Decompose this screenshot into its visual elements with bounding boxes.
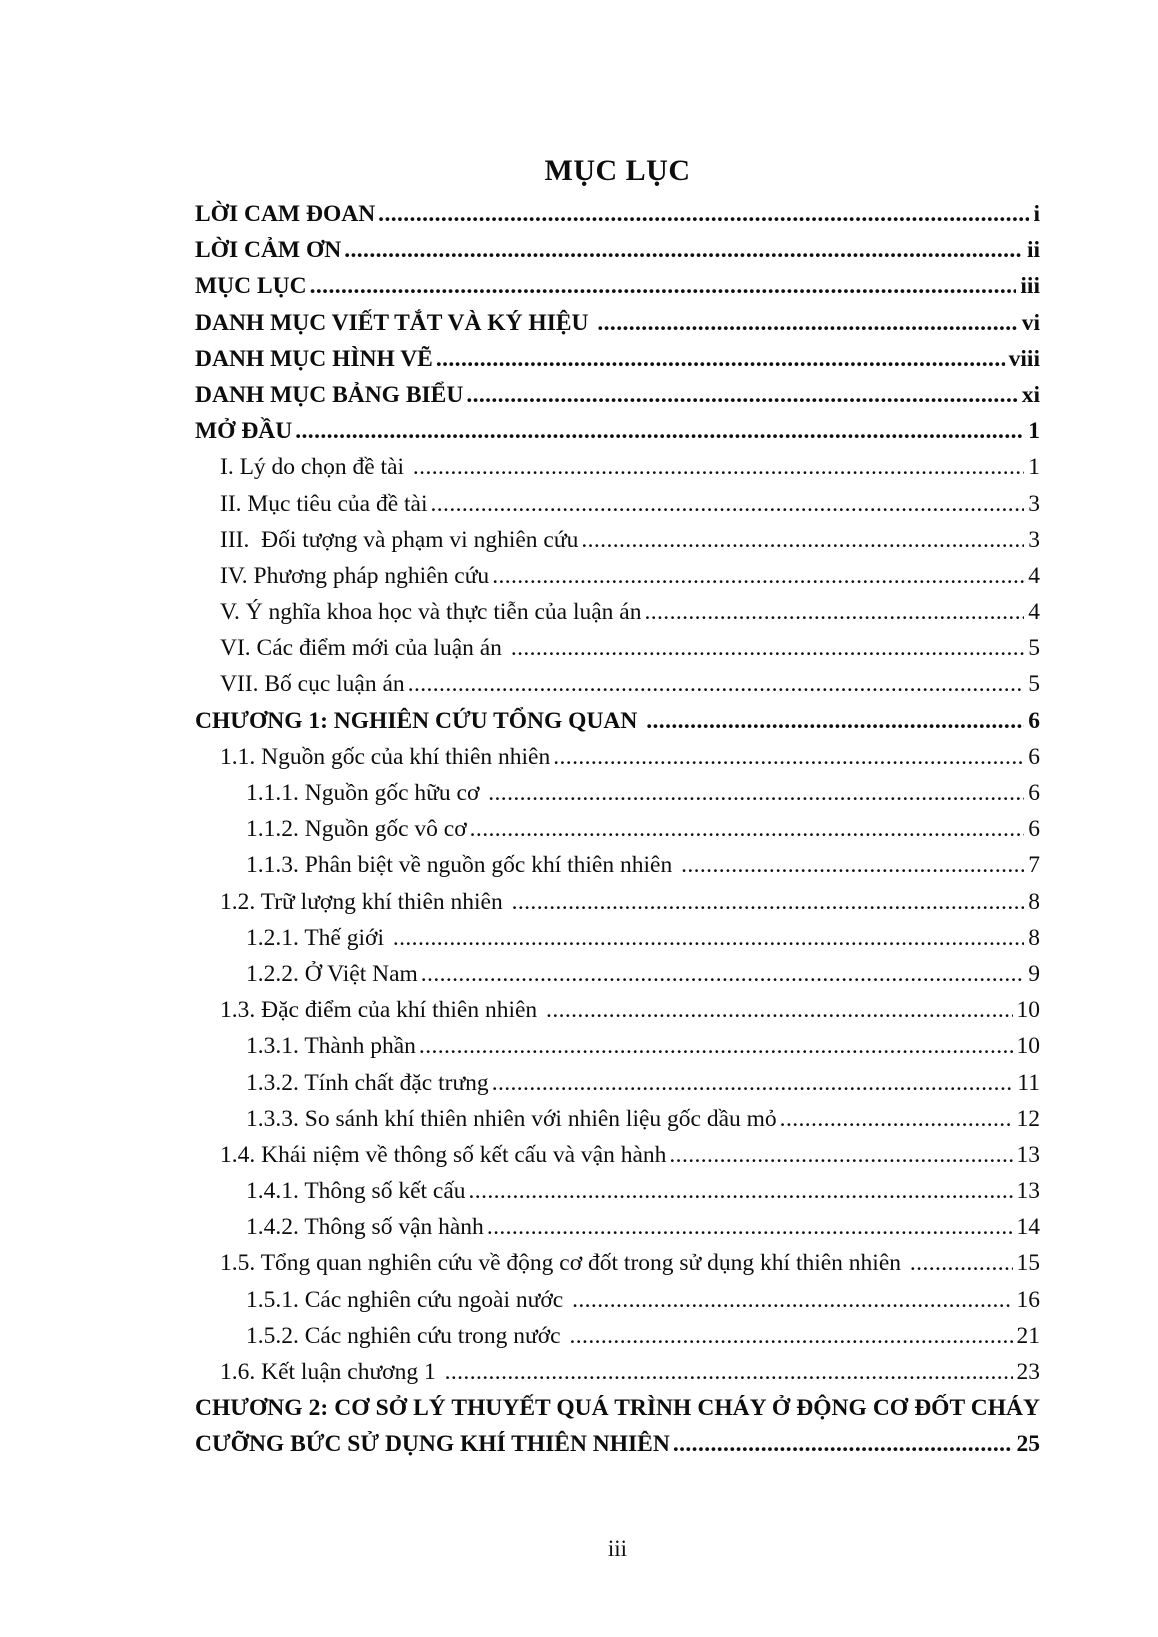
toc-entry-page: 4 <box>1028 599 1040 626</box>
toc-entry-label: 1.2.2. Ở Việt Nam <box>246 960 418 987</box>
toc-entry <box>195 1354 1040 1390</box>
toc-entry <box>195 1318 1040 1354</box>
toc-entry-page: 13 <box>1016 1178 1040 1205</box>
toc-dot-leader <box>431 486 1025 522</box>
toc-entry-label: 1.3. Đặc điểm của khí thiên nhiên <box>220 997 544 1024</box>
toc-entry-label: 1.3.1. Thành phần <box>246 1033 416 1060</box>
toc-entry-page: viii <box>1008 345 1040 372</box>
toc-dot-leader <box>511 630 1024 666</box>
toc-dot-leader <box>572 1282 1012 1318</box>
toc-entry-page: 15 <box>1016 1250 1040 1277</box>
toc-entry-page: 4 <box>1028 562 1040 589</box>
toc-entry-label: 1.2. Trữ lượng khí thiên nhiên <box>220 888 509 915</box>
toc-dot-leader <box>445 1354 1013 1390</box>
toc-dot-leader <box>344 232 1023 268</box>
toc-entry-label: DANH MỤC BẢNG BIỂU <box>195 381 464 408</box>
toc-entry-page: 25 <box>1016 1431 1040 1458</box>
toc-entry <box>195 775 1040 811</box>
toc-entry <box>195 1426 1040 1462</box>
page-title: MỤC LỤC <box>544 154 691 187</box>
toc-entry-label: LỜI CẢM ƠN <box>195 237 342 264</box>
toc-entry-label: 1.5. Tổng quan nghiên cứu về động cơ đốt trong sử dụng khí thiên nhiên <box>220 1250 907 1277</box>
toc-entry-label: V. Ý nghĩa khoa học và thực tiễn của luận án <box>220 599 642 626</box>
toc-entry-page: 11 <box>1017 1069 1040 1096</box>
toc-dot-leader <box>492 1065 1014 1101</box>
toc-entry-page: 5 <box>1028 671 1040 698</box>
toc-entry <box>195 666 1040 702</box>
toc-entry-label: II. Mục tiêu của đề tài <box>220 490 428 517</box>
toc-entry-page: 10 <box>1016 1033 1040 1060</box>
toc-entry-page: 10 <box>1016 997 1040 1024</box>
toc-entry-page: 16 <box>1016 1286 1040 1313</box>
toc-entry-page: 6 <box>1028 743 1040 770</box>
toc-dot-leader <box>408 666 1025 702</box>
toc-entry-label: 1.3.2. Tính chất đặc trưng <box>246 1069 489 1096</box>
toc-entry <box>195 847 1040 883</box>
toc-entry <box>195 305 1040 341</box>
toc-entry-page: 1 <box>1028 418 1040 445</box>
toc-entry <box>195 884 1040 920</box>
toc-entry <box>195 196 1040 232</box>
toc-entry <box>195 920 1040 956</box>
toc-entry-label: 1.5.1. Các nghiên cứu ngoài nước <box>246 1286 570 1313</box>
toc-entry-page: 9 <box>1028 960 1040 987</box>
toc-entry-page: ii <box>1026 237 1040 264</box>
toc-entry-label: 1.1.3. Phân biệt về nguồn gốc khí thiên nhiên <box>246 852 679 879</box>
toc-entry <box>195 811 1040 847</box>
toc-entry-label: VII. Bố cục luận án <box>220 671 405 698</box>
toc-dot-leader <box>492 558 1024 594</box>
toc-entry <box>195 268 1040 304</box>
toc-entry-label: 1.1. Nguồn gốc của khí thiên nhiên <box>220 743 551 770</box>
toc-entry-label: 1.4.2. Thông số vận hành <box>246 1214 484 1241</box>
toc-entry-page: 12 <box>1016 1105 1040 1132</box>
toc-dot-leader <box>669 1137 1012 1173</box>
toc-entry-page: 21 <box>1016 1322 1040 1349</box>
toc-entry-page: 3 <box>1028 526 1040 553</box>
toc-dot-leader <box>512 884 1025 920</box>
toc-entry-label: 1.1.1. Nguồn gốc hữu cơ <box>246 780 486 806</box>
toc-dot-leader <box>553 739 1024 775</box>
toc-entry <box>195 341 1040 377</box>
toc-dot-leader <box>419 1028 1013 1064</box>
toc-dot-leader <box>421 956 1024 992</box>
toc-entry <box>195 630 1040 666</box>
toc-entry-page: xi <box>1021 381 1040 408</box>
table-of-contents <box>195 196 1040 1463</box>
toc-entry <box>195 992 1040 1028</box>
toc-dot-leader <box>378 196 1029 232</box>
toc-entry <box>195 739 1040 775</box>
toc-dot-leader <box>910 1245 1013 1281</box>
toc-dot-leader <box>681 847 1024 883</box>
toc-dot-leader <box>295 413 1024 449</box>
toc-dot-leader <box>469 1173 1013 1209</box>
toc-entry <box>195 703 1040 739</box>
toc-entry <box>195 1390 1040 1426</box>
toc-dot-leader <box>546 992 1012 1028</box>
toc-entry-label: CHƯƠNG 2: CƠ SỞ LÝ THUYẾT QUÁ TRÌNH CHÁY Ở ĐỘNG CƠ ĐỐT CHÁY <box>195 1395 1040 1422</box>
toc-entry <box>195 1101 1040 1137</box>
toc-entry-label: 1.6. Kết luận chương 1 <box>220 1359 442 1385</box>
toc-entry <box>195 1173 1040 1209</box>
toc-entry <box>195 956 1040 992</box>
toc-entry-label: 1.4. Khái niệm về thông số kết cấu và vận hành <box>220 1141 667 1168</box>
toc-entry-label: DANH MỤC VIẾT TẮT VÀ KÝ HIỆU <box>195 309 595 336</box>
toc-entry-label: MỤC LỤC <box>195 273 307 300</box>
toc-dot-leader <box>470 811 1025 847</box>
toc-entry <box>195 1065 1040 1101</box>
toc-entry <box>195 377 1040 413</box>
toc-entry <box>195 1209 1040 1245</box>
toc-entry-page: 1 <box>1028 454 1040 481</box>
toc-entry-page: 7 <box>1028 852 1040 879</box>
toc-dot-leader <box>570 1318 1013 1354</box>
toc-dot-leader <box>581 522 1024 558</box>
toc-entry-page: vi <box>1021 309 1040 336</box>
toc-entry-label: VI. Các điểm mới của luận án <box>220 635 508 662</box>
toc-entry <box>195 522 1040 558</box>
toc-dot-leader <box>466 377 1017 413</box>
toc-entry-page: 6 <box>1028 816 1040 843</box>
toc-entry-page: 6 <box>1028 707 1040 734</box>
toc-entry-page: 5 <box>1028 635 1040 662</box>
toc-entry-label: DANH MỤC HÌNH VẼ <box>195 345 433 372</box>
toc-dot-leader <box>646 703 1024 739</box>
toc-entry-label: CƯỠNG BỨC SỬ DỤNG KHÍ THIÊN NHIÊN <box>195 1431 670 1458</box>
toc-entry-label: 1.4.1. Thông số kết cấu <box>246 1178 466 1205</box>
toc-dot-leader <box>310 268 1017 304</box>
toc-entry-page: 8 <box>1028 924 1040 951</box>
toc-entry-page: 13 <box>1016 1141 1040 1168</box>
toc-entry <box>195 594 1040 630</box>
toc-entry-page: i <box>1033 201 1040 227</box>
toc-entry-page: 3 <box>1028 490 1040 517</box>
toc-entry <box>195 1137 1040 1173</box>
toc-dot-leader <box>597 305 1017 341</box>
toc-entry-label: CHƯƠNG 1: NGHIÊN CỨU TỔNG QUAN <box>195 707 644 734</box>
toc-dot-leader <box>673 1426 1013 1462</box>
toc-entry <box>195 449 1040 485</box>
toc-entry-label: MỞ ĐẦU <box>195 418 293 445</box>
page-footer-number: iii <box>607 1536 628 1561</box>
toc-dot-leader <box>487 1209 1013 1245</box>
toc-dot-leader <box>393 920 1024 956</box>
toc-entry-page: 14 <box>1016 1214 1040 1241</box>
toc-entry-label: LỜI CAM ĐOAN <box>195 201 376 227</box>
toc-entry-label: 1.1.2. Nguồn gốc vô cơ <box>246 816 467 843</box>
toc-dot-leader <box>488 775 1024 811</box>
toc-dot-leader <box>644 594 1024 630</box>
toc-entry <box>195 1028 1040 1064</box>
toc-entry-page: 6 <box>1028 780 1040 806</box>
toc-entry-page: iii <box>1020 273 1040 300</box>
toc-entry <box>195 232 1040 268</box>
toc-entry <box>195 1245 1040 1281</box>
toc-entry-label: 1.2.1. Thế giới <box>246 924 390 951</box>
toc-entry-page: 8 <box>1028 888 1040 915</box>
toc-entry <box>195 558 1040 594</box>
toc-entry <box>195 1282 1040 1318</box>
toc-dot-leader <box>780 1101 1013 1137</box>
toc-entry-label: I. Lý do chọn đề tài <box>220 454 410 481</box>
toc-entry-page: 23 <box>1016 1359 1040 1385</box>
toc-entry <box>195 413 1040 449</box>
toc-entry-label: 1.5.2. Các nghiên cứu trong nước <box>246 1322 567 1349</box>
toc-content <box>195 152 1040 1463</box>
toc-entry <box>195 486 1040 522</box>
toc-entry-label: 1.3.3. So sánh khí thiên nhiên với nhiên liệu gốc dầu mỏ <box>246 1105 777 1132</box>
toc-dot-leader <box>436 341 1005 377</box>
toc-dot-leader <box>413 449 1024 485</box>
toc-entry-label: III. Đối tượng và phạm vi nghiên cứu <box>220 526 579 553</box>
toc-entry-label: IV. Phương pháp nghiên cứu <box>220 562 490 589</box>
